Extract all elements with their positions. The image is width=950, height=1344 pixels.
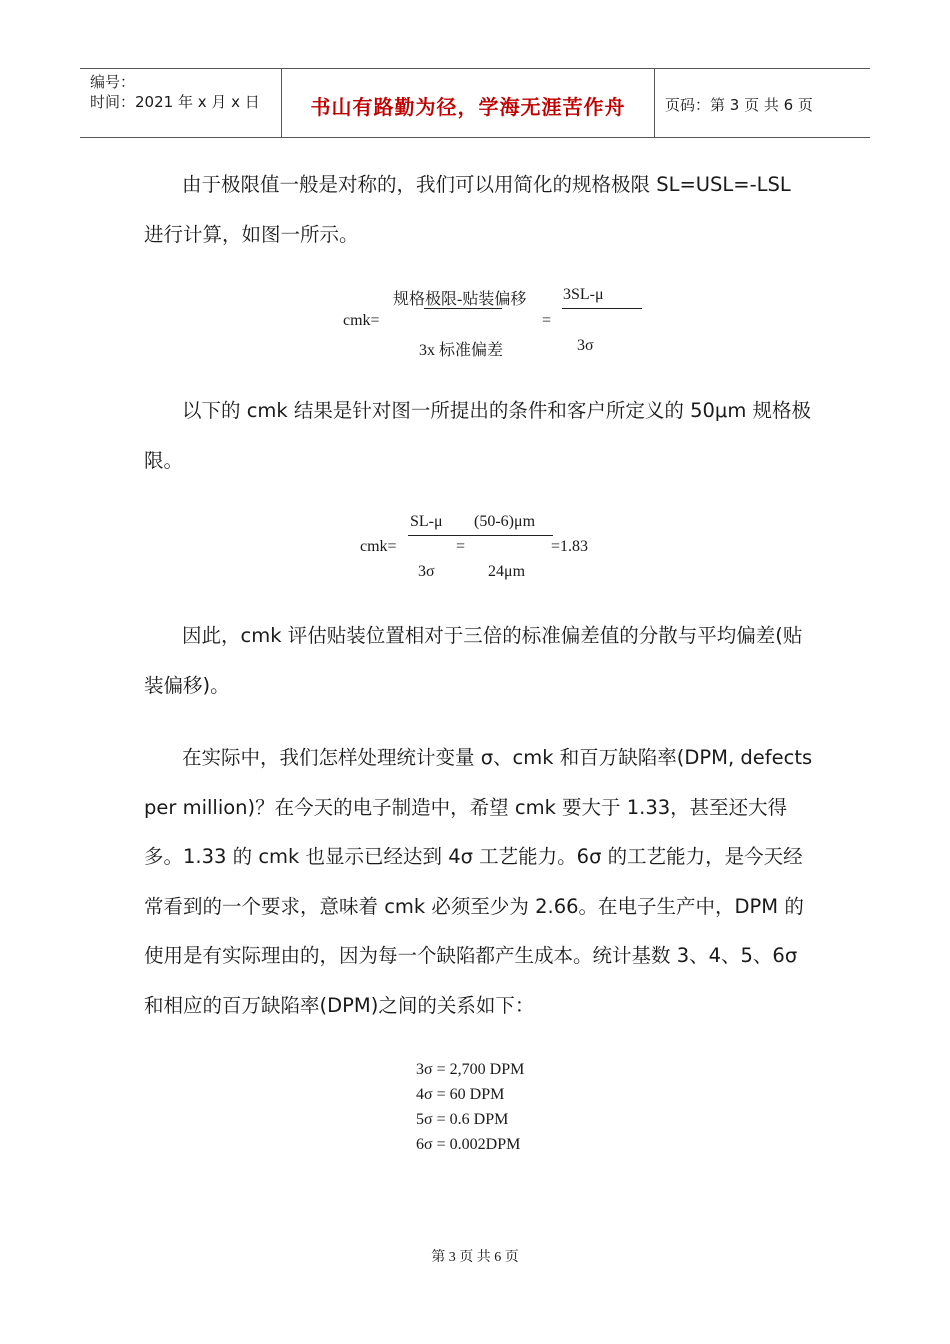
formula-2-equals: =: [456, 538, 466, 555]
sigma-dpm-row: 6σ = 0.002DPM: [416, 1136, 521, 1153]
paragraph-3: [144, 611, 814, 710]
formula-1-numerator-expr: 3SL-μ: [563, 286, 604, 303]
sigma-dpm-row: 5σ = 0.6 DPM: [416, 1111, 509, 1128]
header-page-info: 页码：第 3 页 共 6 页: [665, 96, 813, 114]
document-number-label: 编号：: [90, 73, 136, 91]
formula-2-numerator-1: SL-μ: [410, 513, 443, 530]
formula-1-numerator-text: 规格极限-贴装偏移: [393, 291, 527, 308]
paragraph-text: 由于极限值一般是对称的，我们可以用简化的规格极限 SL=USL=-LSL 进行计算，如图一所示。: [144, 173, 791, 246]
formula-1-fraction-bar-1: [424, 308, 502, 309]
formula-1-lhs: cmk=: [343, 312, 380, 329]
formula-1-equals: =: [542, 312, 552, 329]
paragraph-4: [144, 733, 814, 1030]
formula-1-denominator-text: 3x 标准偏差: [419, 342, 504, 359]
document-date: 时间：2021 年 x 月 x 日: [90, 93, 260, 111]
sigma-dpm-row: 3σ = 2,700 DPM: [416, 1061, 525, 1078]
paragraph-1: [144, 160, 814, 259]
paragraph-text: 在实际中，我们怎样处理统计变量 σ、cmk 和百万缺陷率(DPM, defects per million)？在今天的电子制造中，希望 cmk 要大于 1.33，甚至还大得多。1.33 的 cmk 也显示已经达到 4σ 工艺能力。6σ 的工艺能力，是今天经常看到的一个要求，意味着 cmk 必须至少为 2.66。在电子生产中，DPM 的使用是有实际理由的，因为每一个缺陷都产生成本。统计基数 3、4、5、6σ 和相应的百万缺陷率(DPM)之间的关系如下：: [144, 746, 813, 1017]
page-header: [80, 68, 870, 138]
formula-2-denominator-2: 24μm: [488, 563, 526, 580]
formula-2-numerator-2: (50-6)μm: [474, 513, 536, 530]
sigma-dpm-row: 4σ = 60 DPM: [416, 1086, 505, 1103]
sigma-dpm-list: [416, 1057, 524, 1157]
paragraph-text: 以下的 cmk 结果是针对图一所提出的条件和客户所定义的 50μm 规格极限。: [144, 399, 812, 472]
formula-2-lhs: cmk=: [360, 538, 397, 555]
page-footer: 第 3 页 共 6 页: [431, 1250, 519, 1265]
paragraph-text: 因此，cmk 评估贴装位置相对于三倍的标准偏差值的分散与平均偏差(贴装偏移)。: [144, 624, 803, 697]
formula-1-fraction-bar-2: [562, 308, 642, 309]
formula-1-denominator-expr: 3σ: [577, 337, 594, 354]
header-page-cell: [655, 69, 870, 137]
paragraph-2: [144, 386, 814, 485]
header-motto: 书山有路勤为径，学海无涯苦作舟: [310, 95, 626, 119]
formula-2-denominator-1: 3σ: [418, 563, 435, 580]
header-motto-cell: [281, 69, 655, 137]
formula-2-fraction-bar: [408, 535, 553, 536]
header-meta: [80, 69, 280, 137]
formula-2-result: =1.83: [551, 538, 589, 555]
